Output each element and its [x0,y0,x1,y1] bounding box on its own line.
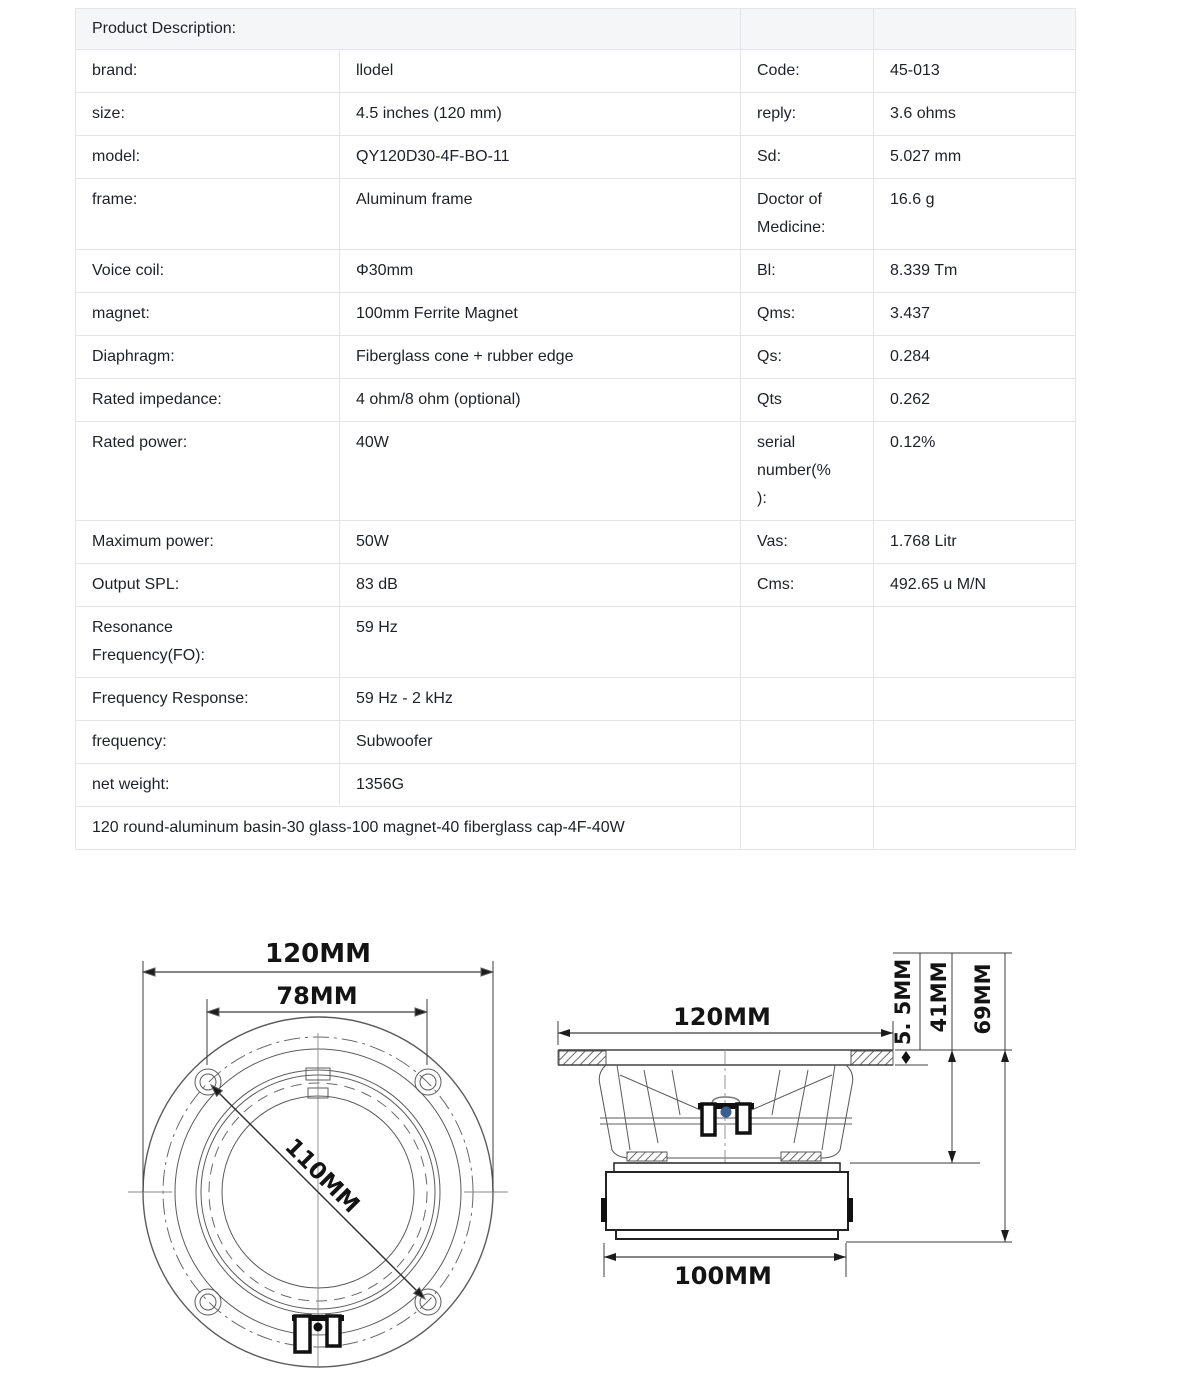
spec-value: 0.262 [874,379,1076,422]
magnet-assembly [601,1163,853,1239]
spec-value: 16.6 g [874,179,1076,250]
spec-label: serial number(%): [741,422,874,521]
spec-empty-cell [874,607,1076,678]
spec-label: Frequency Response: [76,678,340,721]
header-empty-cell [874,9,1076,50]
table-row [76,422,1076,521]
spec-value: 1.768 Litr [874,521,1076,564]
spec-label: magnet: [76,293,340,336]
spec-value: 3.6 ohms [874,93,1076,136]
spec-label: Voice coil: [76,250,340,293]
table-row [76,721,1076,764]
spec-value: Subwoofer [340,721,741,764]
spec-value: llodel [340,50,741,93]
spec-label: Resonance Frequency(FO): [76,607,340,678]
table-row [76,564,1076,607]
side-magnet-width-dim-label: 100MM [674,1262,772,1290]
terminal-dot [721,1107,732,1118]
spec-value: 45-013 [874,50,1076,93]
spec-label: brand: [76,50,340,93]
spec-label: Rated impedance: [76,379,340,422]
spec-value: 8.339 Tm [874,250,1076,293]
spec-label: Diaphragm: [76,336,340,379]
spec-value: 0.12% [874,422,1076,521]
table-title: Product Description: [76,9,741,50]
spec-empty-cell [874,807,1076,850]
product-spec-table [75,8,1076,850]
spec-label: model: [76,136,340,179]
spec-value: 1356G [340,764,741,807]
table-row [76,764,1076,807]
table-header-row [76,9,1076,50]
spec-value: 3.437 [874,293,1076,336]
spec-label: Qs: [741,336,874,379]
total-depth-dim-label: 69MM [971,963,995,1035]
header-empty-cell [741,9,874,50]
spec-value: Aluminum frame [340,179,741,250]
table-row [76,293,1076,336]
spec-empty-cell [741,607,874,678]
spec-empty-cell [874,764,1076,807]
side-terminal-block [698,1097,754,1135]
spec-label: Vas: [741,521,874,564]
table-row [76,250,1076,293]
spec-value: 4 ohm/8 ohm (optional) [340,379,741,422]
spec-value: 40W [340,422,741,521]
spec-value: 492.65 u M/N [874,564,1076,607]
flange-thickness-dim-label: 5. 5MM [891,958,915,1046]
spec-label: frequency: [76,721,340,764]
spec-value: 59 Hz - 2 kHz [340,678,741,721]
table-row [76,521,1076,564]
table-row [76,50,1076,93]
spec-empty-cell [741,721,874,764]
spec-value: 83 dB [340,564,741,607]
speaker-dimension-drawing [0,890,1182,1383]
table-row [76,678,1076,721]
spec-value: 0.284 [874,336,1076,379]
table-row [76,136,1076,179]
table-row [76,607,1076,678]
technical-drawings [0,890,1182,1388]
spec-value: 50W [340,521,741,564]
front-hole-spacing-dim-label: 78MM [276,982,358,1010]
spec-value: 5.027 mm [874,136,1076,179]
spec-value: 59 Hz [340,607,741,678]
spec-value: 4.5 inches (120 mm) [340,93,741,136]
front-bolt-circle-dim-label: 110MM [279,1133,365,1219]
spec-value: Fiberglass cone + rubber edge [340,336,741,379]
spec-label: net weight: [76,764,340,807]
spec-empty-cell [741,678,874,721]
spec-label: Qms: [741,293,874,336]
table-row [76,336,1076,379]
spec-label: size: [76,93,340,136]
spec-label: Output SPL: [76,564,340,607]
spec-label: Maximum power: [76,521,340,564]
spec-label: Sd: [741,136,874,179]
spec-label: Doctor of Medicine: [741,179,874,250]
table-row [76,93,1076,136]
spec-empty-cell [874,678,1076,721]
spec-label: Cms: [741,564,874,607]
table-row [76,379,1076,422]
table-footer-row [76,807,1076,850]
spec-empty-cell [741,764,874,807]
spec-label: Rated power: [76,422,340,521]
spec-label: Code: [741,50,874,93]
spec-label: reply: [741,93,874,136]
spec-label: frame: [76,179,340,250]
basket-depth-dim-label: 41MM [927,961,951,1033]
spec-value: Φ30mm [340,250,741,293]
spec-label: Bl: [741,250,874,293]
spec-value: 100mm Ferrite Magnet [340,293,741,336]
spec-empty-cell [741,807,874,850]
side-width-dim-label: 120MM [673,1003,771,1031]
spec-value: QY120D30-4F-BO-11 [340,136,741,179]
spec-label: Qts [741,379,874,422]
product-summary: 120 round-aluminum basin-30 glass-100 magnet-40 fiberglass cap-4F-40W [76,807,741,850]
table-row [76,179,1076,250]
front-overall-dim-label: 120MM [264,939,372,969]
spec-empty-cell [874,721,1076,764]
